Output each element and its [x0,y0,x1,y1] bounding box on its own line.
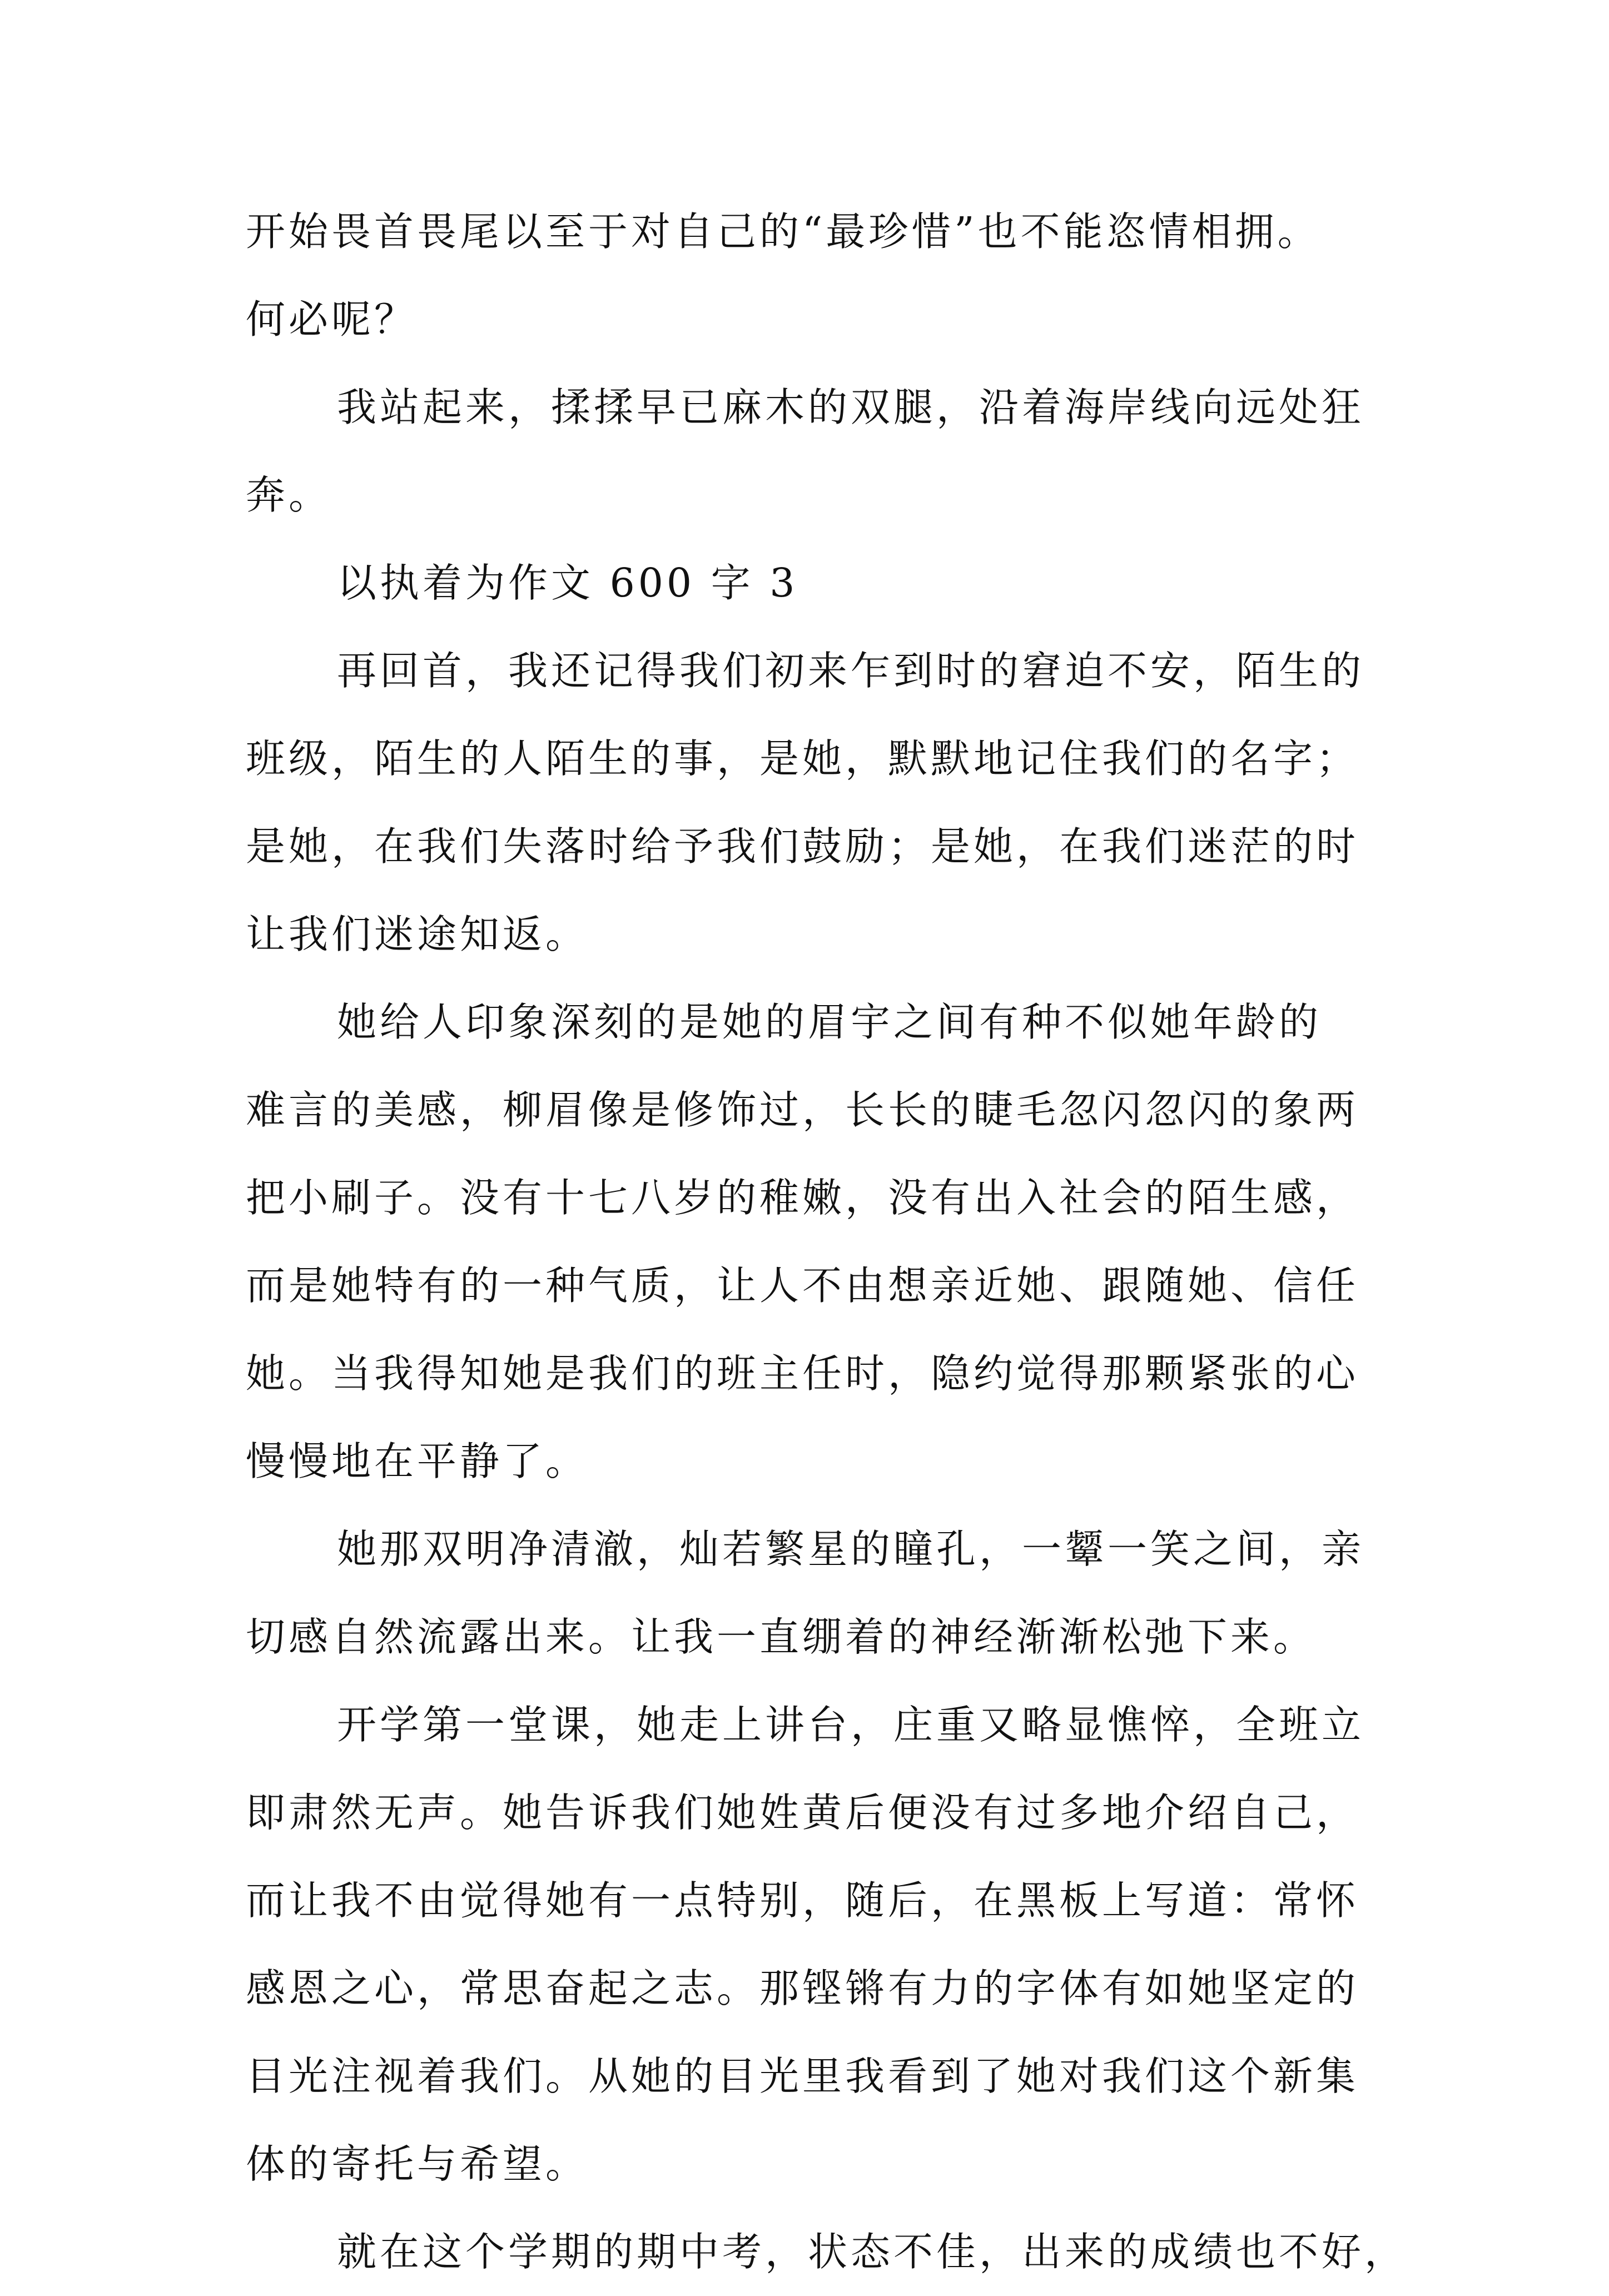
text-line: 让我们迷途知返。 [246,911,589,957]
paragraph-5 [246,1505,1380,1681]
text-line: 体的寄托与希望。 [246,2141,589,2187]
text-line: 是她，在我们失落时给予我们鼓励；是她，在我们迷茫的时 [246,823,1359,869]
text-line: 何必呢？ [246,296,418,342]
text-line: 开学第一堂课，她走上讲台，庄重又略显憔悴，全班立 [337,1702,1365,1748]
text-line: 她那双明净清澈，灿若繁星的瞳孔，一颦一笑之间，亲 [337,1526,1365,1572]
section-heading [246,539,1380,627]
text-line: 把小刷子。没有十七八岁的稚嫩，没有出入社会的陌生感， [246,1175,1359,1221]
text-line: 就在这个学期的期中考，状态不佳，出来的成绩也不好， [337,2229,1408,2275]
heading-text: 以执着为作文 600 字 3 [337,560,798,606]
paragraph-3 [246,627,1380,978]
text-line: 她给人印象深刻的是她的眉宇之间有种不似她年龄的 [337,999,1322,1045]
text-line: 即肃然无声。她告诉我们她姓黄后便没有过多地介绍自己， [246,1790,1359,1836]
paragraph-2 [246,364,1380,539]
text-line: 切感自然流露出来。让我一直绷着的神经渐渐松弛下来。 [246,1614,1317,1660]
text-line: 慢慢地在平静了。 [246,1438,589,1484]
paragraph-1 [246,188,1380,364]
text-line: 奔。 [246,472,332,518]
text-line: 我站起来，揉揉早已麻木的双腿，沿着海岸线向远处狂 [337,384,1365,430]
document-body [246,188,1408,2296]
text-line: 目光注视着我们。从她的目光里我看到了她对我们这个新集 [246,2053,1359,2099]
text-line: 而是她特有的一种气质，让人不由想亲近她、跟随她、信任 [246,1263,1359,1309]
text-line: 开始畏首畏尾以至于对自己的“最珍惜”也不能恣情相拥。 [246,208,1320,255]
text-line: 感恩之心，常思奋起之志。那铿锵有力的字体有如她坚定的 [246,1965,1359,2011]
text-line: 她。当我得知她是我们的班主任时，隐约觉得那颗紧张的心 [246,1350,1359,1397]
text-line: 难言的美感，柳眉像是修饰过，长长的睫毛忽闪忽闪的象两 [246,1087,1359,1133]
paragraph-4 [246,978,1380,1505]
paragraph-7 [246,2208,1408,2296]
text-line: 班级，陌生的人陌生的事，是她，默默地记住我们的名字； [246,735,1359,782]
text-line: 再回首，我还记得我们初来乍到时的窘迫不安，陌生的 [337,648,1365,694]
text-line: 而让我不由觉得她有一点特别，随后，在黑板上写道：常怀 [246,1877,1359,1924]
paragraph-6 [246,1681,1380,2208]
